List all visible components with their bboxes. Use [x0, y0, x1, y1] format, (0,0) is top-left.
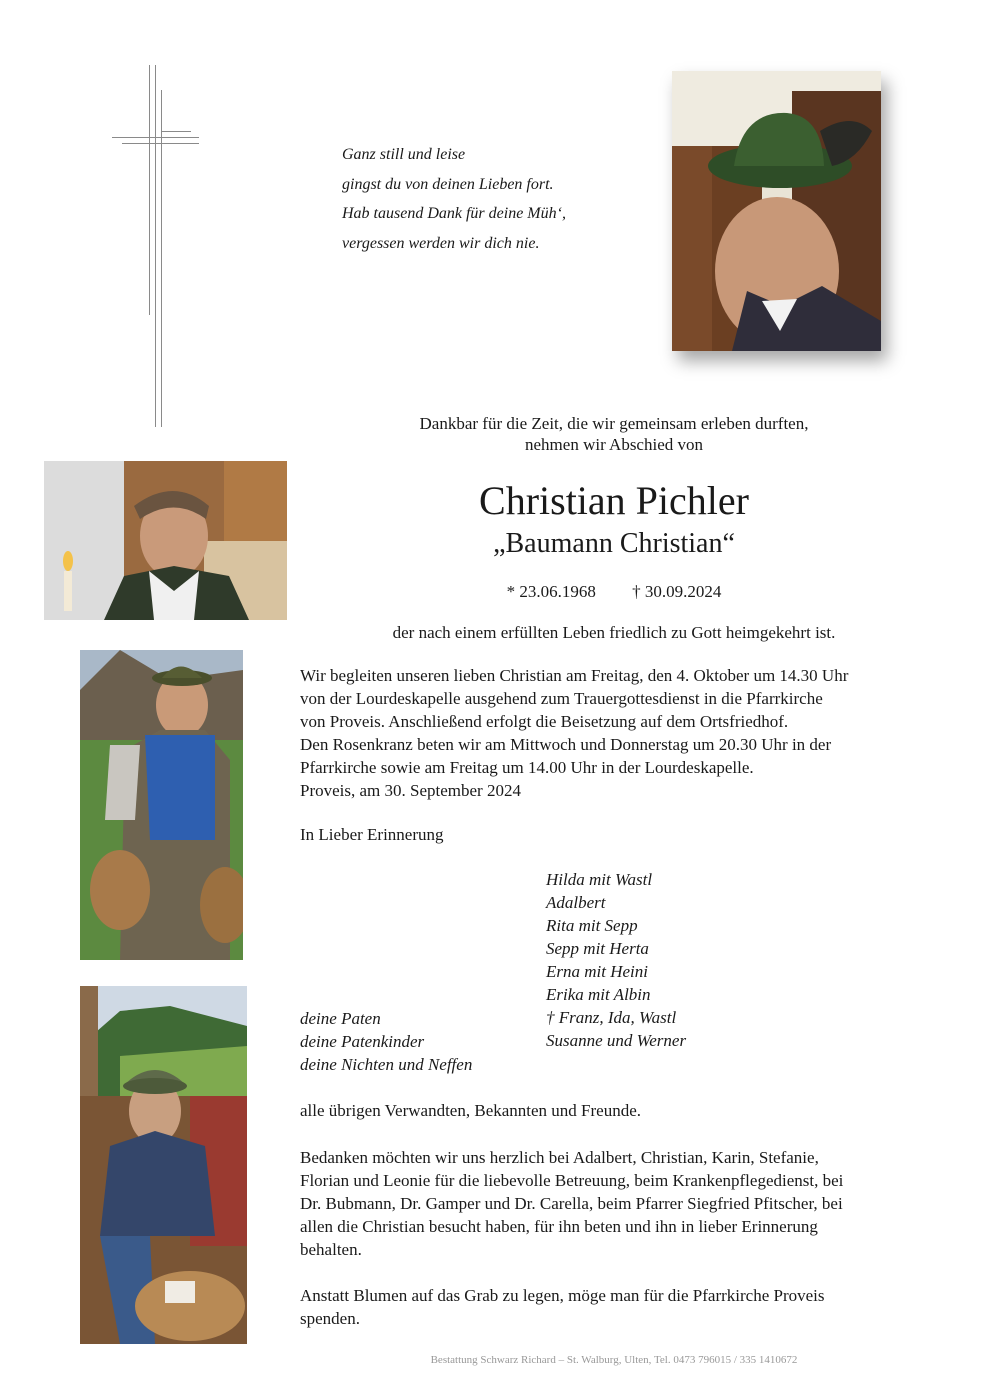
flowers-line: Anstatt Blumen auf das Grab zu legen, möge man für die Pfarrkirche Proveis — [300, 1286, 825, 1305]
mourner: Hilda mit Wastl — [546, 870, 653, 889]
flowers-text — [300, 1284, 928, 1330]
relation-labels — [300, 1007, 472, 1076]
photo-outdoor-sheep — [80, 650, 243, 960]
thanks-text — [300, 1146, 928, 1261]
intro-line: Dankbar für die Zeit, die wir gemeinsam erleben durften, — [419, 414, 809, 433]
mourner: Susanne und Werner — [546, 1031, 687, 1050]
birth-date: * 23.06.1968 — [506, 582, 596, 601]
ceremony-info — [300, 664, 928, 779]
memory-label: In Lieber Erinnerung — [300, 825, 444, 844]
mourners-list — [546, 868, 686, 1052]
thanks-line: allen die Christian besucht haben, für ihn beten und ihn in lieber Erinnerung — [300, 1217, 818, 1236]
thanks-line: Dr. Bubmann, Dr. Gamper und Dr. Carella, beim Pfarrer Siegfried Pfitscher, bei — [300, 1194, 843, 1213]
mourner: Erika mit Albin — [546, 985, 651, 1004]
mourner: Sepp mit Herta — [546, 939, 649, 958]
footer-text: Bestattung Schwarz Richard – St. Walburg, Ulten, Tel. 0473 796015 / 335 1410672 — [430, 1354, 798, 1366]
ceremony-line: Wir begleiten unseren lieben Christian am Freitag, den 4. Oktober um 14.30 Uhr — [300, 666, 849, 685]
poem-line: Ganz still und leise — [342, 146, 466, 163]
relation-label: deine Nichten und Neffen — [300, 1055, 473, 1074]
ceremony-line: Pfarrkirche sowie am Freitag um 14.00 Uhr in der Lourdeskapelle. — [300, 758, 754, 777]
flowers-line: spenden. — [300, 1309, 360, 1328]
place-date: Proveis, am 30. September 2024 — [300, 781, 521, 800]
ceremony-line: von der Lourdeskapelle ausgehend zum Trauergottesdienst in die Pfarrkirche — [300, 689, 823, 708]
relation-label: deine Patenkinder — [300, 1032, 425, 1051]
ceremony-line: Den Rosenkranz beten wir am Mittwoch und Donnerstag um 20.30 Uhr in der — [300, 735, 832, 754]
life-dates — [300, 581, 928, 603]
mourner: Rita mit Sepp — [546, 916, 638, 935]
mourner: Adalbert — [546, 893, 606, 912]
death-date: † 30.09.2024 — [632, 582, 722, 601]
intro-text — [300, 413, 928, 455]
thanks-line: Florian und Leonie für die liebevolle Betreuung, beim Krankenpflegedienst, bei — [300, 1171, 844, 1190]
photo-balcony — [80, 986, 247, 1344]
relatives-text: alle übrigen Verwandten, Bekannten und Freunde. — [300, 1101, 642, 1120]
deceased-nickname: „Baumann Christian“ — [493, 528, 735, 559]
poem-line: Hab tausend Dank für deine Müh‘, — [342, 205, 566, 222]
portrait-photo — [672, 71, 881, 351]
deceased-name: Christian Pichler — [479, 478, 749, 523]
photo-indoor — [44, 461, 287, 620]
thanks-line: Bedanken möchten wir uns herzlich bei Adalbert, Christian, Karin, Stefanie, — [300, 1148, 819, 1167]
mourner: Erna mit Heini — [546, 962, 648, 981]
poem-line: vergessen werden wir dich nie. — [342, 234, 540, 252]
poem — [342, 140, 566, 258]
home-text: der nach einem erfüllten Leben friedlich zu Gott heimgekehrt ist. — [392, 623, 836, 642]
intro-line: nehmen wir Abschied von — [525, 435, 703, 454]
ceremony-line: von Proveis. Anschließend erfolgt die Beisetzung auf dem Ortsfriedhof. — [300, 712, 789, 731]
relation-label: deine Paten — [300, 1009, 381, 1028]
mourner: † Franz, Ida, Wastl — [546, 1008, 677, 1027]
thanks-line: behalten. — [300, 1240, 362, 1259]
poem-line: gingst du von deinen Lieben fort. — [342, 175, 554, 193]
